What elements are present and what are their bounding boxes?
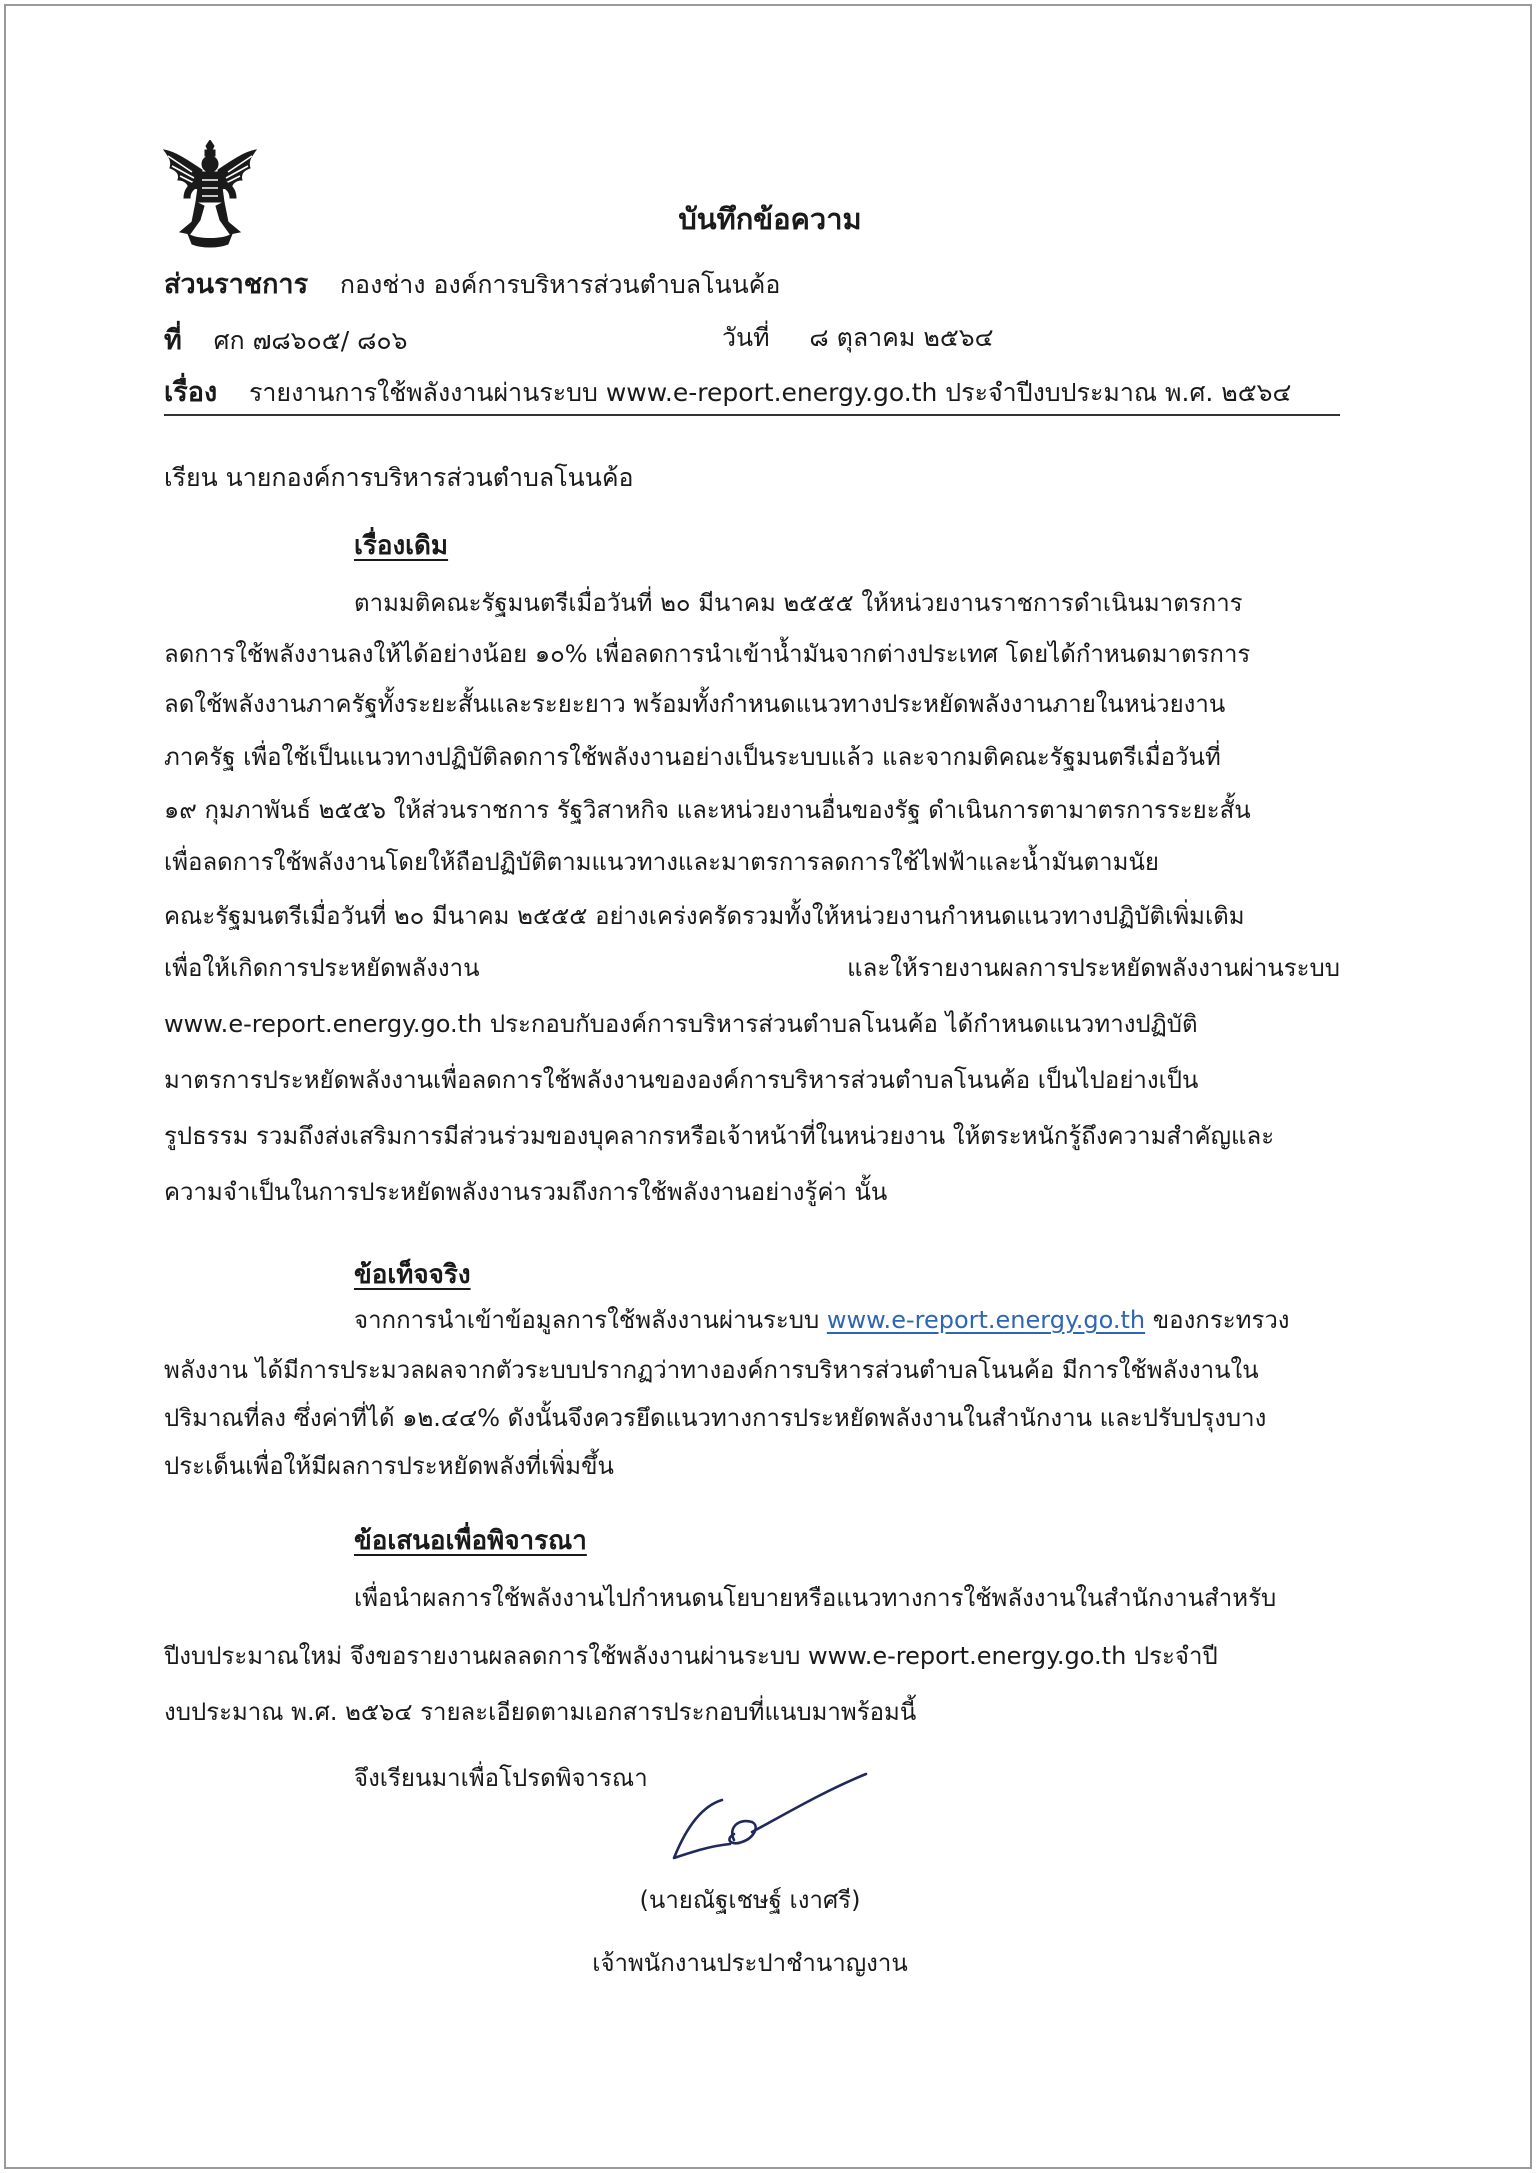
- background-line: คณะรัฐมนตรีเมื่อวันที่ ๒๐ มีนาคม ๒๕๕๕ อย่างเคร่งครัดรวมทั้งให้หน่วยงานกำหนดแนวทางปฏิบัติเพิ่มเติม: [164, 902, 1245, 930]
- reference-value: ศก ๗๘๖๐๕/ ๘๐๖: [213, 326, 408, 355]
- e-report-link[interactable]: www.e-report.energy.go.th: [826, 1306, 1146, 1334]
- proposal-heading: ข้อเสนอเพื่อพิจารณา: [354, 1526, 587, 1556]
- background-line: ภาครัฐ เพื่อใช้เป็นแนวทางปฏิบัติลดการใช้พลังงานอย่างเป็นระบบแล้ว และจากมติคณะรัฐมนตรีเมื่อวันที่: [164, 743, 1221, 771]
- date-value: ๘ ตุลาคม ๒๕๖๔: [809, 323, 994, 352]
- facts-line-text: จากการนำเข้าข้อมูลการใช้พลังงานผ่านระบบ: [354, 1306, 820, 1334]
- background-line: เพื่อให้เกิดการประหยัดพลังงาน และให้รายงานผลการประหยัดพลังงานผ่านระบบ: [164, 954, 1340, 982]
- garuda-emblem-icon: [162, 140, 258, 248]
- background-line: ๑๙ กุมภาพันธ์ ๒๕๕๖ ให้ส่วนราชการ รัฐวิสาหกิจ และหน่วยงานอื่นของรัฐ ดำเนินการตามาตรการระยะสั้น: [164, 796, 1251, 824]
- salutation: เรียน นายกองค์การบริหารส่วนตำบลโนนค้อ: [164, 463, 634, 492]
- facts-line-text: ของกระทรวง: [1152, 1306, 1290, 1334]
- facts-line: [354, 1300, 1290, 1339]
- closing-line: จึงเรียนมาเพื่อโปรดพิจารณา: [354, 1764, 648, 1792]
- signatory-position: เจ้าพนักงานประปาชำนาญงาน: [592, 1949, 908, 1977]
- department-label: ส่วนราชการ: [164, 269, 309, 300]
- background-line: ตามมติคณะรัฐมนตรีเมื่อวันที่ ๒๐ มีนาคม ๒๕๕๕ ให้หน่วยงานราชการดำเนินมาตรการ: [354, 589, 1243, 617]
- date-row: [722, 318, 994, 358]
- background-line: ลดใช้พลังงานภาครัฐทั้งระยะสั้นและระยะยาว พร้อมทั้งกำหนดแนวทางประหยัดพลังงานภายในหน่วยงาน: [164, 690, 1226, 718]
- background-heading: เรื่องเดิม: [354, 531, 449, 561]
- date-label: วันที่: [722, 323, 770, 352]
- facts-line: พลังงาน ได้มีการประมวลผลจากตัวระบบปรากฏว่าทางองค์การบริหารส่วนตำบลโนนค้อ มีการใช้พลังงานใน: [164, 1356, 1259, 1384]
- subject-row: [164, 370, 1291, 413]
- reference-row: [164, 318, 408, 361]
- facts-heading: ข้อเท็จจริง: [354, 1260, 471, 1290]
- facts-line: ประเด็นเพื่อให้มีผลการประหยัดพลังที่เพิ่มขึ้น: [164, 1452, 614, 1480]
- proposal-line: งบประมาณ พ.ศ. ๒๕๖๔ รายละเอียดตามเอกสารประกอบที่แนบมาพร้อมนี้: [164, 1698, 917, 1726]
- subject-label: เรื่อง: [164, 377, 218, 408]
- reference-label: ที่: [164, 325, 182, 356]
- background-line: ลดการใช้พลังงานลงให้ได้อย่างน้อย ๑๐% เพื่อลดการนำเข้าน้ำมันจากต่างประเทศ โดยได้กำหนดมาตรการ: [164, 640, 1251, 668]
- background-line: มาตรการประหยัดพลังงานเพื่อลดการใช้พลังงานขององค์การบริหารส่วนตำบลโนนค้อ เป็นไปอย่างเป็น: [164, 1066, 1199, 1094]
- department-row: [164, 262, 780, 305]
- signature: [662, 1762, 872, 1872]
- proposal-line: เพื่อนำผลการใช้พลังงานไปกำหนดนโยบายหรือแนวทางการใช้พลังงานในสำนักงานสำหรับ: [354, 1584, 1277, 1612]
- facts-line: ปริมาณที่ลง ซึ่งค่าที่ได้ ๑๒.๔๔% ดังนั้นจึงควรยึดแนวทางการประหยัดพลังงานในสำนักงาน และปรับปรุงบาง: [164, 1404, 1267, 1432]
- signatory-name: (นายณัฐเชษฐ์ เงาศรี): [639, 1886, 861, 1914]
- background-line: ความจำเป็นในการประหยัดพลังงานรวมถึงการใช้พลังงานอย่างรู้ค่า นั้น: [164, 1178, 888, 1206]
- background-line: www.e-report.energy.go.th ประกอบกับองค์การบริหารส่วนตำบลโนนค้อ ได้กำหนดแนวทางปฏิบัติ: [164, 1010, 1198, 1038]
- proposal-line: ปีงบประมาณใหม่ จึงขอรายงานผลลดการใช้พลังงานผ่านระบบ www.e-report.energy.go.th ประจำปี: [164, 1642, 1218, 1670]
- department-value: กองช่าง องค์การบริหารส่วนตำบลโนนค้อ: [339, 270, 781, 299]
- memo-title: บันทึกข้อความ: [678, 202, 862, 236]
- background-line: รูปธรรม รวมถึงส่งเสริมการมีส่วนร่วมของบุคลากรหรือเจ้าหน้าที่ในหน่วยงาน ให้ตระหนักรู้ถึงความสำคัญและ: [164, 1122, 1275, 1150]
- background-line: เพื่อลดการใช้พลังงานโดยให้ถือปฏิบัติตามแนวทางและมาตรการลดการใช้ไฟฟ้าและน้ำมันตามนัย: [164, 848, 1159, 876]
- subject-value: รายงานการใช้พลังงานผ่านระบบ www.e-report.energy.go.th ประจำปีงบประมาณ พ.ศ. ๒๕๖๔: [248, 378, 1292, 407]
- header-divider: [164, 414, 1340, 416]
